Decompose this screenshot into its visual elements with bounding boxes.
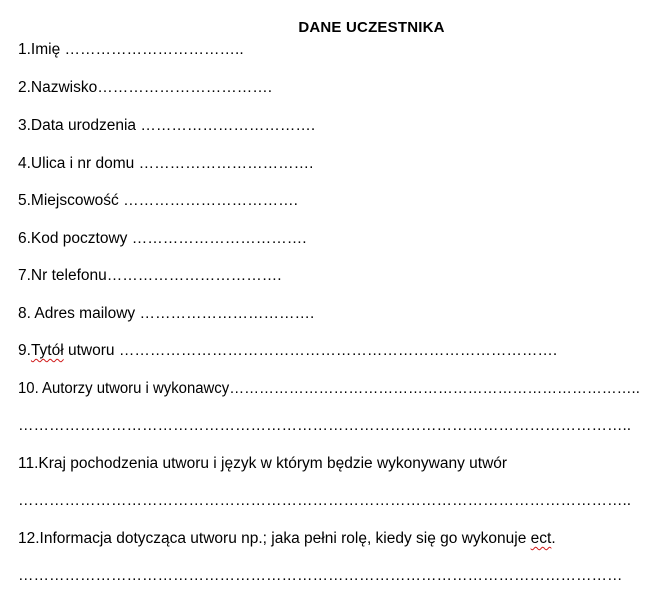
field-country-language-blank [18, 491, 631, 511]
field-label: 2.Nazwisko [18, 79, 98, 96]
field-label: utworu [63, 342, 119, 359]
field-label: 3.Data urodzenia [18, 117, 141, 134]
field-birth-date [18, 116, 315, 136]
misspelled-word: Tytół [30, 342, 64, 359]
field-blank: ……………………………………………………………………….. [229, 380, 640, 397]
field-phone [18, 266, 282, 286]
field-label: 8. Adres mailowy [18, 305, 140, 322]
field-blank: ……………………………………………………………………………………………………….. [18, 417, 632, 434]
field-label: 5.Miejscowość [18, 192, 124, 209]
misspelled-word: ect [530, 530, 552, 547]
field-country-language [18, 454, 507, 474]
field-email [18, 304, 314, 324]
field-city [18, 191, 298, 211]
field-blank: ……………………………………………………………………………………………………….. [18, 492, 632, 509]
field-authors-continued [18, 416, 631, 436]
field-blank: ……………………………. [139, 305, 315, 322]
field-blank: ……………………………. [106, 267, 282, 284]
field-label: 12.Informacja dotycząca utworu np.; jaka pełni rolę, kiedy się go wykonuje [18, 530, 531, 547]
field-blank: …………………………………………………………………………. [118, 342, 558, 359]
form-title: DANE UCZESTNIKA [298, 19, 445, 36]
field-label: 4.Ulica i nr domu [18, 155, 139, 172]
field-song-info-blank [18, 566, 623, 586]
field-authors [18, 379, 640, 399]
field-label: . [551, 530, 556, 547]
field-song-info [18, 529, 556, 549]
field-blank: ……………………………. [131, 230, 307, 247]
field-label: 7.Nr telefonu [18, 267, 107, 284]
field-first-name [18, 40, 244, 60]
field-blank: ……………………………. [97, 79, 273, 96]
field-street [18, 154, 313, 174]
field-blank: …………………………….. [64, 41, 244, 58]
field-postal-code [18, 229, 307, 249]
field-song-title [18, 341, 557, 361]
field-last-name [18, 78, 272, 98]
field-blank: ……………………………. [140, 117, 316, 134]
field-label: 1.Imię [18, 41, 65, 58]
field-label: 10. Autorzy utworu i wykonawcy [18, 380, 230, 397]
field-label: 11.Kraj pochodzenia utworu i język w którym będzie wykonywany utwór [18, 455, 508, 472]
field-blank: ……………………………. [123, 192, 298, 209]
field-blank: ……………………………. [138, 155, 314, 172]
field-label: 9. [18, 342, 31, 359]
field-blank: ……………………………………………………………………………………………………… [18, 567, 623, 584]
field-label: 6.Kod pocztowy [18, 230, 132, 247]
